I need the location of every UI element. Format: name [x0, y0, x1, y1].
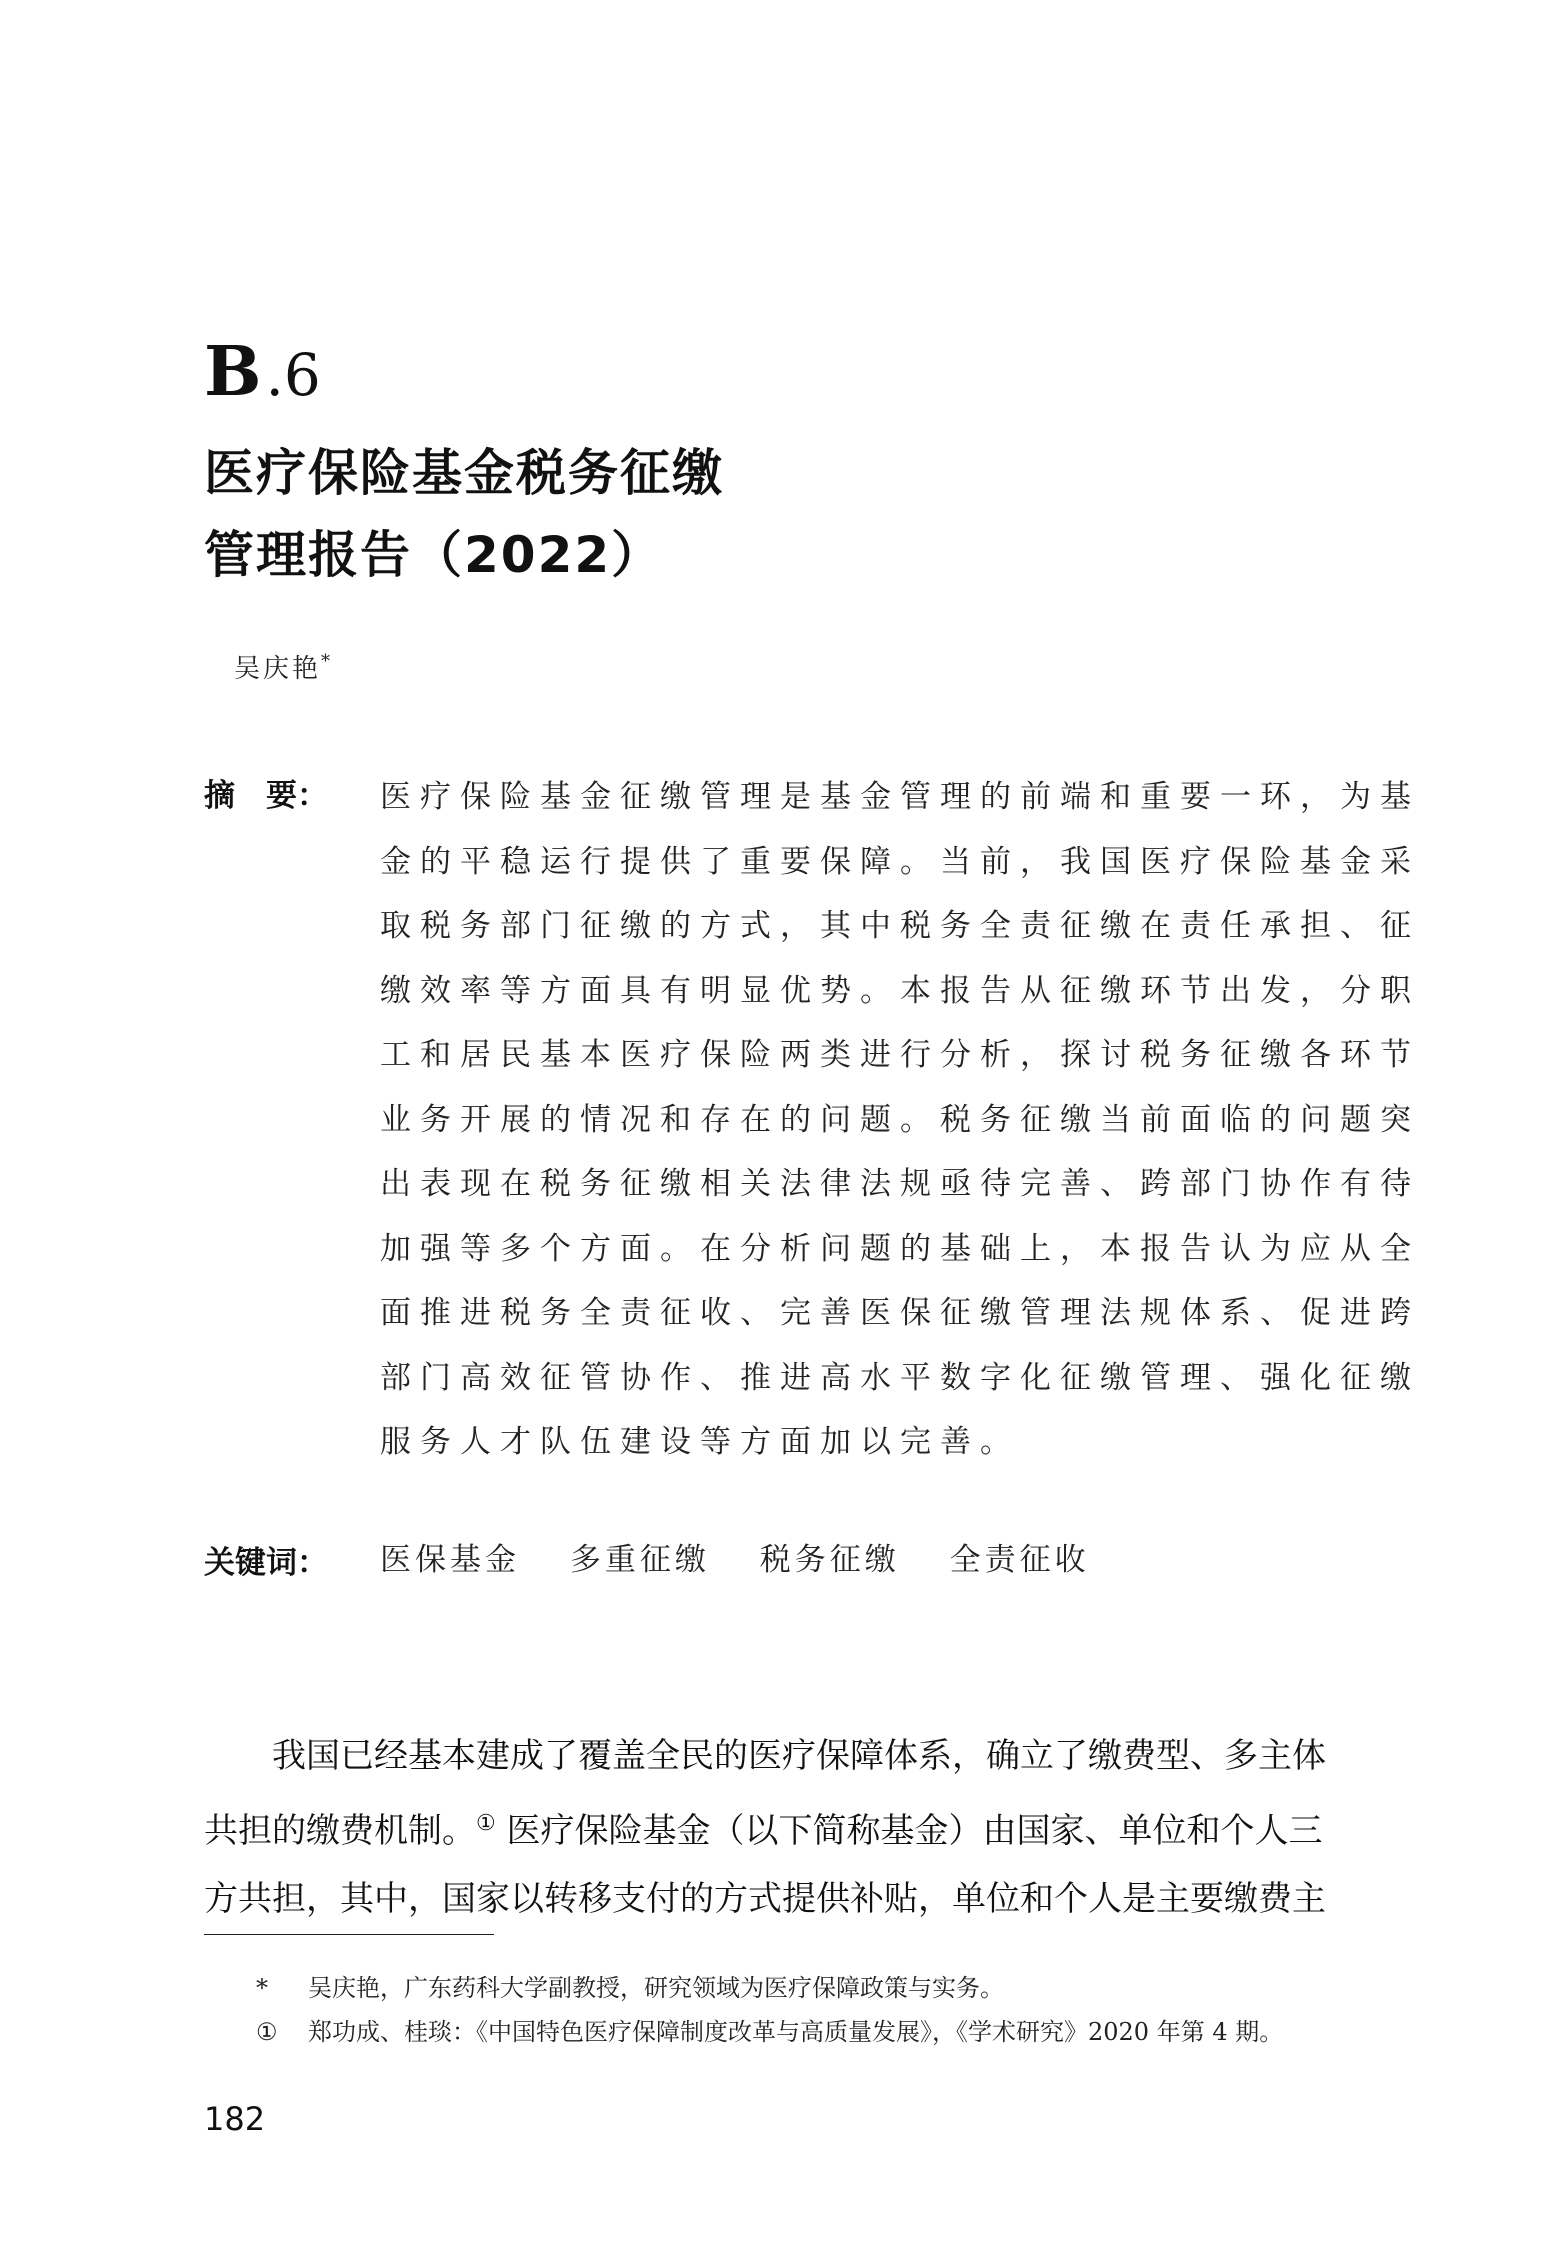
report-title [204, 432, 724, 596]
abstract-label: 摘 要： [204, 778, 328, 814]
abstract-line: 缴效率等方面具有明显优势。本报告从征缴环节出发，分职 [380, 972, 1420, 1009]
title-line-2: 管理报告（2022） [204, 526, 664, 584]
abstract-line: 出表现在税务征缴相关法律法规亟待完善、跨部门协作有待 [380, 1166, 1420, 1202]
abstract-line: 医疗保险基金征缴管理是基金管理的前端和重要一环，为基 [380, 779, 1420, 815]
body-line: 方共担，其中，国家以转移支付的方式提供补贴，单位和个人是主要缴费主 [204, 1879, 1326, 1919]
author-footnote-mark: * [321, 651, 331, 672]
footnote-reference[interactable]: ① [476, 1811, 496, 1836]
title-line-1: 医疗保险基金税务征缴 [204, 444, 724, 502]
abstract-line: 取税务部门征缴的方式，其中税务全责征缴在责任承担、征 [380, 908, 1420, 944]
footnote-text: 郑功成、桂琰：《中国特色医疗保障制度改革与高质量发展》，《学术研究》2020 年第 4 期。 [308, 2018, 1284, 2046]
abstract-line: 金的平稳运行提供了重要保障。当前，我国医疗保险基金采 [380, 843, 1420, 880]
keyword: 医保基金 [380, 1542, 520, 1578]
footnote-divider [204, 1934, 494, 1935]
footnote-text: 吴庆艳，广东药科大学副教授，研究领域为医疗保障政策与实务。 [308, 1974, 1004, 2002]
abstract-line: 业务开展的情况和存在的问题。税务征缴当前面临的问题突 [380, 1101, 1420, 1138]
footnotes [256, 1966, 1283, 2054]
chapter-label [204, 332, 321, 412]
footnote-item [256, 2010, 1283, 2054]
chapter-number: .6 [265, 341, 321, 409]
author-name: 吴庆艳 [234, 654, 322, 684]
abstract-line: 面推进税务全责征收、完善医保征缴管理法规体系、促进跨 [380, 1295, 1420, 1331]
author [234, 648, 330, 685]
keywords-label: 关键词： [204, 1545, 328, 1581]
body-line-2b-text: 医疗保险基金（以下简称基金）由国家、单位和个人三 [495, 1811, 1323, 1851]
footnote-mark: * [256, 1974, 268, 2002]
abstract-line: 服务人才队伍建设等方面加以完善。 [380, 1424, 1020, 1460]
abstract-line: 部门高效征管协作、推进高水平数字化征缴管理、强化征缴 [380, 1359, 1420, 1396]
footnote-item [256, 1966, 1283, 2010]
keyword: 多重征缴 [569, 1542, 710, 1578]
abstract-line: 工和居民基本医疗保险两类进行分析，探讨税务征缴各环节 [380, 1037, 1420, 1073]
keyword: 全责征收 [949, 1542, 1090, 1578]
body-line [204, 1722, 1362, 1790]
body-line [204, 1790, 1362, 1865]
chapter-letter: B [204, 332, 262, 412]
body-paragraph [204, 1722, 1362, 1933]
keywords-list [380, 1534, 1126, 1579]
page-number: 182 [204, 2100, 266, 2138]
body-line-1-text: 我国已经基本建成了覆盖全民的医疗保障体系，确立了缴费型、多主体 [272, 1736, 1326, 1776]
keyword: 税务征缴 [759, 1542, 900, 1578]
abstract-line: 加强等多个方面。在分析问题的基础上，本报告认为应从全 [380, 1230, 1420, 1267]
body-line-2a-text: 共担的缴费机制。 [204, 1811, 476, 1851]
footnote-mark: ① [256, 2018, 278, 2046]
abstract-body [380, 765, 1420, 1475]
